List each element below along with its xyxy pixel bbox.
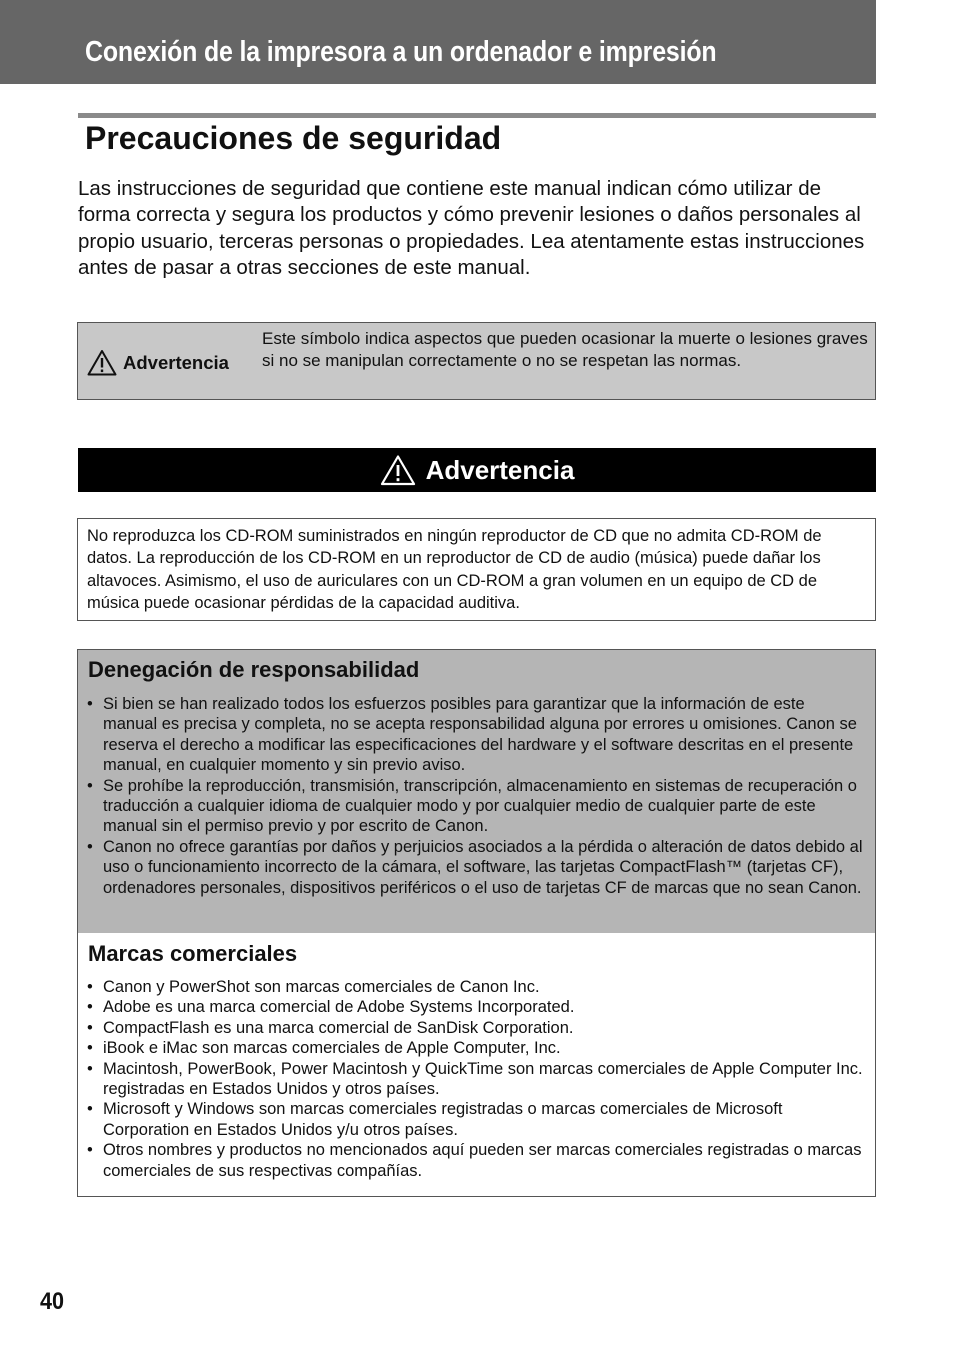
chapter-header-band	[0, 0, 876, 84]
page-number: 40	[40, 1288, 65, 1315]
intro-paragraph: Las instrucciones de seguridad que contiene este manual indican cómo utilizar de forma correcta y segura los productos y cómo prevenir lesiones o daños personales al propio usuario, terceras personas o propiedades. Lea atentamente estas instrucciones antes de pasar a otras secciones de este manual.	[78, 177, 865, 279]
list-item: • CompactFlash es una marca comercial de SanDisk Corporation.	[87, 1018, 863, 1038]
list-item: • Si bien se han realizado todos los esfuerzos posibles para garantizar que la información de este manual es precisa y completa, no se acepta responsabilidad alguna por errores u omisiones. Canon se reserva el derecho a modificar las especificaciones del hardware y el software descritas en el presente manual, en cualquier momento y sin previo aviso.	[87, 694, 863, 776]
legend-label-text: Advertencia	[123, 351, 229, 373]
list-item: • Canon y PowerShot son marcas comerciales de Canon Inc.	[87, 977, 863, 997]
warning-text-box	[77, 518, 876, 621]
list-item: • Microsoft y Windows son marcas comerciales registradas o marcas comerciales de Microsoft Corporation en Estados Unidos y/u otros países.	[87, 1099, 863, 1140]
title-rule	[78, 113, 876, 118]
list-item: • Macintosh, PowerBook, Power Macintosh y QuickTime son marcas comerciales de Apple Computer Inc. registradas en Estados Unidos y otros países.	[87, 1059, 863, 1100]
disclaimer-list	[87, 694, 863, 898]
warning-banner-label: Advertencia	[425, 454, 575, 485]
symbol-legend-box	[77, 322, 876, 400]
trademarks-heading: Marcas comerciales	[88, 941, 298, 966]
warning-triangle-icon	[380, 454, 416, 486]
list-item: • Canon no ofrece garantías por daños y perjuicios asociados a la pérdida o alteración de datos debido al uso o funcionamiento incorrecto de la cámara, el software, las tarjetas CompactFlash™ (tarjetas CF), ordenadores personales, dispositivos periféricos o el uso de tarjetas CF de marcas que no sean Canon.	[87, 837, 863, 898]
list-item: • Otros nombres y productos no mencionados aquí pueden ser marcas comerciales registradas o marcas comerciales de sus respectivas compañías.	[87, 1140, 863, 1181]
warning-text: No reproduzca los CD-ROM suministrados en ningún reproductor de CD que no admita CD-ROM de datos. La reproducción de los CD-ROM en un reproductor de CD de audio (música) puede dañar los altavoces. Asimismo, el uso de auriculares con un CD-ROM a gran volumen en un equipo de CD de música puede ocasionar pérdidas de la capacidad auditiva.	[87, 527, 822, 612]
disclaimer-heading: Denegación de responsabilidad	[88, 657, 420, 682]
legend-label	[87, 349, 229, 376]
list-item: • iBook e iMac son marcas comerciales de Apple Computer, Inc.	[87, 1038, 863, 1058]
page-title: Precauciones de seguridad	[85, 120, 502, 156]
chapter-title: Conexión de la impresora a un ordenador e impresión	[85, 36, 717, 68]
disclaimer-section	[78, 650, 875, 933]
trademarks-list	[87, 977, 863, 1181]
warning-banner	[78, 448, 876, 492]
list-item: • Se prohíbe la reproducción, transmisión, transcripción, almacenamiento en sistemas de recuperación o traducción a cualquier idioma de cualquier modo y por cualquier medio de cualquier parte de este manual sin el permiso previo y por escrito de Canon.	[87, 776, 863, 837]
warning-triangle-icon	[87, 349, 117, 376]
legend-description: Este símbolo indica aspectos que pueden ocasionar la muerte o lesiones graves si no se manipulan correctamente o no se respetan las normas.	[262, 329, 868, 370]
list-item: • Adobe es una marca comercial de Adobe Systems Incorporated.	[87, 997, 863, 1017]
legal-info-box	[77, 649, 876, 1197]
